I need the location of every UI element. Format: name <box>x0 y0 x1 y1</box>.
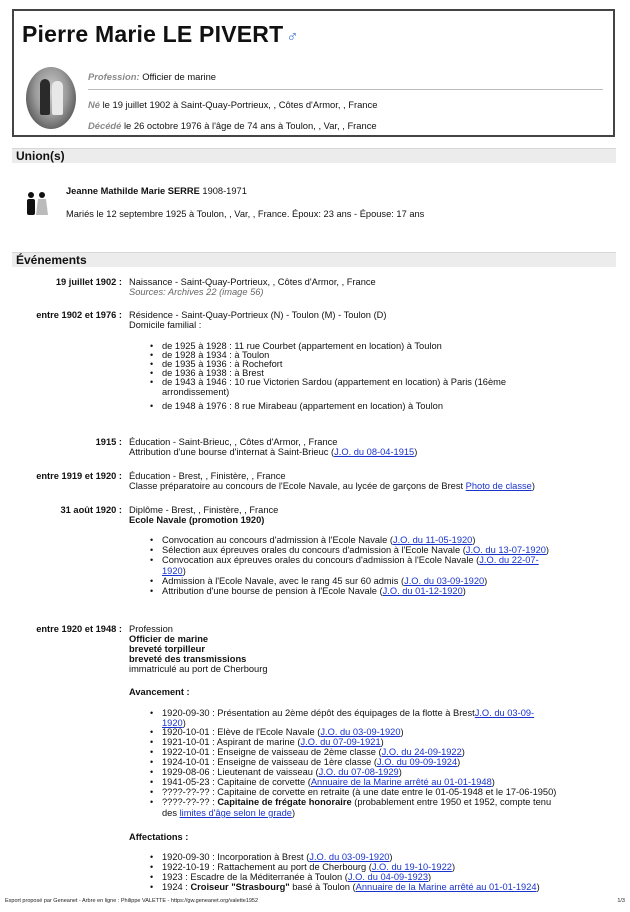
list-item: • Convocation au concours d'admission à l'Ecole Navale (J.O. du 11-05-1920) <box>162 536 475 546</box>
class-photo-link[interactable]: Photo de classe <box>465 481 532 491</box>
events-heading: Événements <box>12 252 616 267</box>
footer-text: Export proposé par Geneanet - Arbre en ligne : Philippe VALETTE - https://gw.geneanet.org/valette1952 <box>5 898 259 904</box>
event-subtext: Officier de marine <box>129 634 209 644</box>
list-item: • Sélection aux épreuves orales du concours d'admission à l'Ecole Navale (J.O. du 13-07-1920) <box>162 546 549 556</box>
list-item: • de 1948 à 1976 : 8 rue Mirabeau (appartement en location) à Toulon <box>162 402 443 412</box>
list-item: • de 1936 à 1938 : à Brest <box>162 369 264 379</box>
event-text: Éducation - Saint-Brieuc, , Côtes d'Armor, , France <box>129 437 338 447</box>
event-date: 1915 : <box>95 437 122 447</box>
event-source: Sources: Archives 22 (image 56) <box>129 287 264 297</box>
event-subtext: Ecole Navale (promotion 1920) <box>129 515 265 525</box>
person-name: Pierre Marie LE PIVERT ♂ <box>22 21 299 47</box>
unions-heading: Union(s) <box>12 148 616 163</box>
jo-link[interactable]: J.O. du 09-09-1924 <box>377 757 458 767</box>
list-item: • 1929-08-06 : Lieutenant de vaisseau (J.O. du 07-08-1929) <box>162 768 402 778</box>
list-item: • 1923 : Escadre de la Méditerranée à Toulon (J.O. du 04-09-1923) <box>162 873 431 883</box>
event-subtext: Classe préparatoire au concours de l'Ecole Navale, au lycée de garçons de Brest Photo de classe) <box>129 481 535 491</box>
annuaire-link[interactable]: Annuaire de la Marine arrêté au 01-01-1924 <box>355 882 537 892</box>
list-item: • Attribution d'une bourse de pension à l'Ecole Navale (J.O. du 01-12-1920) <box>162 587 466 597</box>
advancement-heading: Avancement : <box>129 687 190 697</box>
list-item: • Convocation aux épreuves orales du concours d'admission à l'Ecole Navale (J.O. du 22-07- <box>162 556 539 566</box>
list-item: • 1941-05-23 : Capitaine de corvette (Annuaire de la Marine arrêté au 01-01-1948) <box>162 778 495 788</box>
jo-link[interactable]: J.O. du 11-05-1920 <box>392 535 473 545</box>
age-limits-link[interactable]: limites d'âge selon le grade <box>179 808 292 818</box>
event-subtext: Domicile familial : <box>129 320 202 330</box>
jo-link[interactable]: J.O. du 03-09-1920 <box>309 852 390 862</box>
death-line: Décédé le 26 octobre 1976 à l'âge de 74 ans à Toulon, , Var, , France <box>88 120 377 131</box>
jo-link[interactable]: J.O. du 13-07-1920 <box>465 545 546 555</box>
event-text: Profession <box>129 624 173 634</box>
list-item-continued: des limites d'âge selon le grade) <box>162 808 296 818</box>
list-item: • ????-??-?? : Capitaine de corvette en retraite (à une date entre le 01-05-1948 et le 17-06-1950) <box>162 788 556 798</box>
event-date: entre 1920 et 1948 : <box>36 624 122 634</box>
jo-link[interactable]: J.O. du 04-09-1923 <box>347 872 428 882</box>
event-subtext: immatriculé au port de Cherbourg <box>129 664 268 674</box>
event-subtext: Attribution d'une bourse d'internat à Saint-Brieuc (J.O. du 08-04-1915) <box>129 447 418 457</box>
male-icon: ♂ <box>286 29 299 46</box>
event-text: Résidence - Saint-Quay-Portrieux (N) - Toulon (M) - Toulon (D) <box>129 310 387 320</box>
couple-icon <box>24 191 50 217</box>
spouse-name[interactable]: Jeanne Mathilde Marie SERRE <box>66 186 200 196</box>
list-item: • 1922-10-19 : Rattachement au port de Cherbourg (J.O. du 19-10-1922) <box>162 863 455 873</box>
list-item: • de 1943 à 1946 : 10 rue Victorien Sardou (appartement en location) à Paris (16ème <box>162 378 506 388</box>
profession-line: Profession: Officier de marine <box>88 71 217 82</box>
list-item: • de 1928 à 1934 : à Toulon <box>162 351 269 361</box>
annuaire-link[interactable]: Annuaire de la Marine arrêté au 01-01-1948 <box>310 777 492 787</box>
event-text: Éducation - Brest, , Finistère, , France <box>129 471 286 481</box>
list-item: • 1921-10-01 : Aspirant de marine (J.O. du 07-09-1921) <box>162 738 384 748</box>
portrait-photo[interactable] <box>26 67 76 129</box>
list-item-continued: 1920) <box>162 718 186 728</box>
event-text: Naissance - Saint-Quay-Portrieux, , Côtes d'Armor, , France <box>129 277 376 287</box>
event-date: entre 1902 et 1976 : <box>36 310 122 320</box>
list-item: • 1924-10-01 : Enseigne de vaisseau de 1ère classe (J.O. du 09-09-1924) <box>162 758 460 768</box>
jo-link[interactable]: J.O. du 03-09-1920 <box>320 727 401 737</box>
list-item: • 1920-09-30 : Présentation au 2ème dépôt des équipages de la flotte à BrestJ.O. du 03-09- <box>162 709 534 719</box>
list-item: • ????-??-?? : Capitaine de frégate honoraire (probablement entre 1950 et 1952, compte tenu <box>162 798 551 808</box>
list-item-continued: 1920) <box>162 566 186 576</box>
jo-link[interactable]: J.O. du 01-12-1920 <box>382 586 463 596</box>
jo-link[interactable]: J.O. du 07-09-1921 <box>300 737 381 747</box>
list-item: • de 1935 à 1936 : à Rochefort <box>162 360 282 370</box>
jo-link[interactable]: J.O. du 08-04-1915 <box>334 447 415 457</box>
list-item: • de 1925 à 1928 : 11 rue Courbet (appartement en location) à Toulon <box>162 342 442 352</box>
spouse-line: Jeanne Mathilde Marie SERRE 1908-1971 <box>66 186 247 196</box>
assignments-heading: Affectations : <box>129 832 189 842</box>
jo-link[interactable]: J.O. du 22-07- <box>479 555 539 565</box>
jo-link[interactable]: 1920 <box>162 718 183 728</box>
list-item: • 1924 : Croiseur "Strasbourg" basé à Toulon (Annuaire de la Marine arrêté au 01-01-1924) <box>162 883 540 893</box>
list-item-continued: arrondissement) <box>162 387 230 397</box>
event-date: 31 août 1920 : <box>60 505 122 515</box>
event-subtext: breveté torpilleur <box>129 644 205 654</box>
list-item: • 1920-09-30 : Incorporation à Brest (J.O. du 03-09-1920) <box>162 853 393 863</box>
list-item: • 1920-10-01 : Elève de l'Ecole Navale (J.O. du 03-09-1920) <box>162 728 404 738</box>
jo-link[interactable]: J.O. du 03-09- <box>474 708 535 718</box>
event-text: Diplôme - Brest, , Finistère, , France <box>129 505 279 515</box>
list-item: • Admission à l'Ecole Navale, avec le rang 45 sur 60 admis (J.O. du 03-09-1920) <box>162 577 487 587</box>
jo-link[interactable]: 1920 <box>162 566 183 576</box>
list-item: • 1922-10-01 : Enseigne de vaisseau de 2ème classe (J.O. du 24-09-1922) <box>162 748 465 758</box>
event-date: 19 juillet 1902 : <box>55 277 122 287</box>
birth-line: Né le 19 juillet 1902 à Saint-Quay-Portrieux, , Côtes d'Armor, , France <box>88 99 378 110</box>
page-footer <box>5 898 625 904</box>
marriage-line: Mariés le 12 septembre 1925 à Toulon, , Var, , France. Époux: 23 ans - Épouse: 17 ans <box>66 209 425 219</box>
jo-link[interactable]: J.O. du 19-10-1922 <box>371 862 452 872</box>
jo-link[interactable]: J.O. du 24-09-1922 <box>381 747 462 757</box>
page-number: 1/3 <box>617 898 625 904</box>
jo-link[interactable]: J.O. du 03-09-1920 <box>404 576 485 586</box>
person-header <box>12 9 615 137</box>
jo-link[interactable]: J.O. du 07-08-1929 <box>318 767 399 777</box>
event-date: entre 1919 et 1920 : <box>36 471 122 481</box>
event-subtext: breveté des transmissions <box>129 654 247 664</box>
